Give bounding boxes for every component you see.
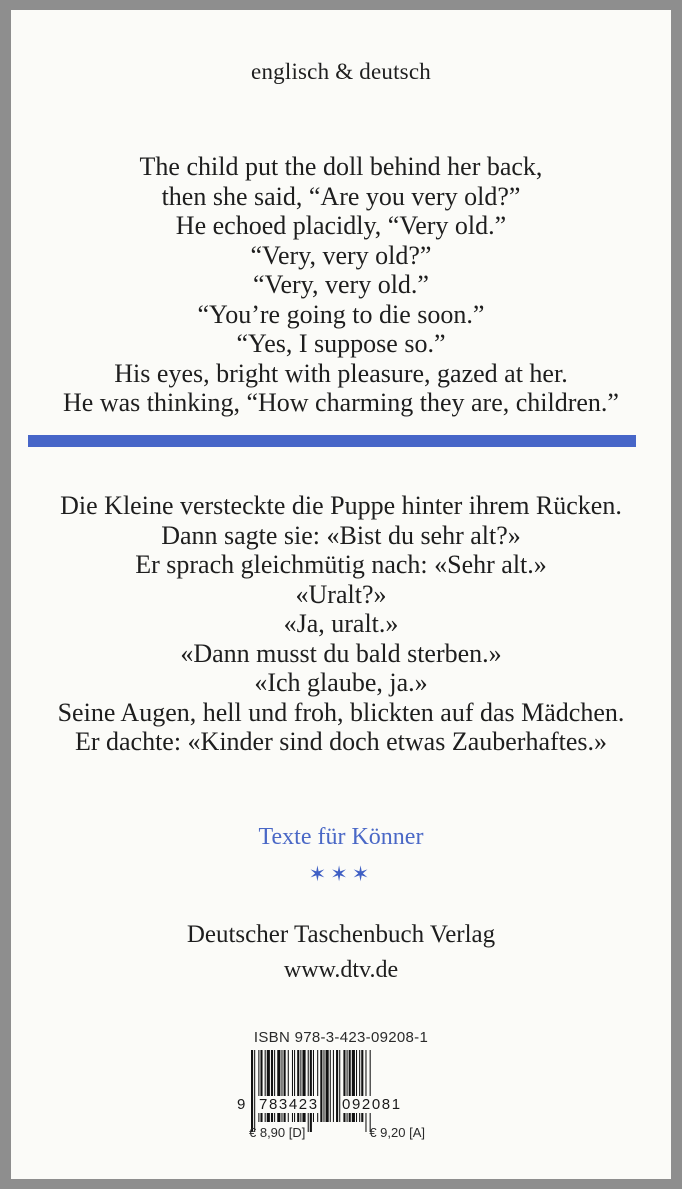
barcode-bar — [370, 1050, 371, 1132]
german-line: «Dann musst du bald sterben.» — [180, 638, 502, 668]
german-line: Er sprach gleichmütig nach: «Sehr alt.» — [135, 550, 547, 579]
barcode-bar — [336, 1050, 338, 1122]
series-title: Texte für Könner — [258, 824, 424, 850]
price-austria: € 9,20 [A] — [369, 1125, 425, 1140]
barcode-bar — [333, 1050, 334, 1122]
english-line: “Yes, I suppose so.” — [236, 329, 446, 358]
german-line: Die Kleine versteckte die Puppe hinter ihrem Rücken. — [60, 491, 622, 520]
barcode — [247, 1050, 423, 1132]
price-germany: € 8,90 [D] — [249, 1125, 306, 1140]
barcode-digit-first: 9 — [237, 1096, 246, 1113]
barcode-bar — [365, 1050, 366, 1132]
barcode-bar — [254, 1050, 255, 1132]
barcode-digits-left: 783423 — [259, 1096, 319, 1113]
language-label: englisch & deutsch — [251, 59, 431, 84]
german-line: Seine Augen, hell und froh, blickten auf das Mädchen. — [57, 697, 625, 727]
english-text — [11, 152, 671, 418]
english-line: “Very, very old?” — [250, 240, 432, 270]
german-line: «Ja, uralt.» — [283, 609, 399, 638]
book-back-cover — [11, 10, 671, 1179]
barcode-bar — [330, 1050, 331, 1122]
german-line: Dann sagte sie: «Bist du sehr alt?» — [161, 520, 521, 550]
barcode-bar — [251, 1050, 253, 1132]
english-line: “You’re going to die soon.” — [197, 299, 485, 329]
publisher-website: www.dtv.de — [283, 957, 399, 983]
english-line: then she said, “Are you very old?” — [161, 181, 521, 211]
english-line: “Very, very old.” — [253, 270, 429, 299]
english-line: He echoed placidly, “Very old.” — [175, 211, 507, 240]
barcode-bar — [310, 1050, 312, 1132]
star-rating-icon: ✶✶✶ — [308, 862, 374, 886]
english-line: His eyes, bright with pleasure, gazed at her. — [114, 358, 568, 388]
barcode-bar — [308, 1050, 309, 1132]
english-line: He was thinking, “How charming they are, children.” — [63, 388, 619, 417]
german-line: «Uralt?» — [295, 579, 387, 609]
german-text — [11, 491, 671, 757]
english-line: The child put the doll behind her back, — [139, 152, 543, 181]
isbn-label: ISBN 978-3-423-09208-1 — [253, 1029, 429, 1046]
barcode-bar — [320, 1050, 322, 1122]
barcode-bar — [326, 1050, 329, 1122]
german-line: «Ich glaube, ja.» — [254, 668, 428, 697]
german-line: Er dachte: «Kinder sind doch etwas Zauberhaftes.» — [74, 727, 608, 756]
barcode-bar — [323, 1050, 324, 1122]
barcode-icon — [247, 1050, 423, 1132]
blue-divider — [28, 435, 636, 447]
publisher-name: Deutscher Taschenbuch Verlag — [186, 921, 496, 948]
barcode-digits-right: 092081 — [342, 1096, 402, 1113]
